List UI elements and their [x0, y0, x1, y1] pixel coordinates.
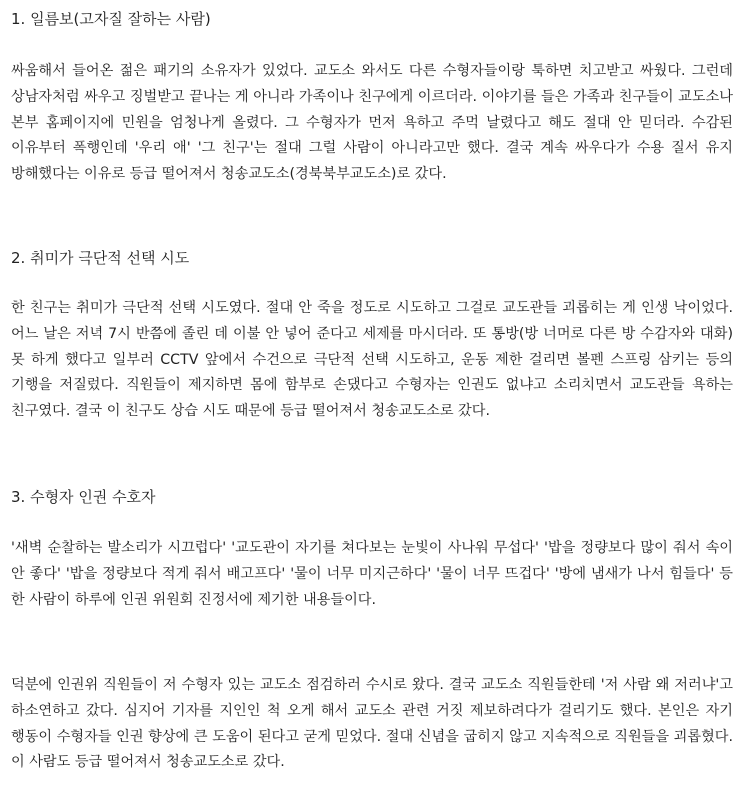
section-heading-1: 1. 일름보(고자질 잘하는 사람) — [11, 10, 211, 28]
section-3-paragraph-1: '새벽 순찰하는 발소리가 시끄럽다' '교도관이 자기를 쳐다보는 눈빛이 사나워 무섭다' '밥을 정량보다 많이 줘서 속이 안 좋다' '밥을 정량보다 적게 줘서 배고프다' '물이 너무 미지근하다' '물이 너무 뜨겁다' '방에 냄새가 나서 힘들다' 등 한 사람이 하루에 인권 위원회 진정서에 제기한 내용들이다. — [11, 540, 733, 608]
section-heading-3: 3. 수형자 인권 수호자 — [11, 488, 156, 506]
section-heading-2: 2. 취미가 극단적 선택 시도 — [11, 249, 190, 267]
section-3-paragraph-2: 덕분에 인권위 직원들이 저 수형자 있는 교도소 점검하러 수시로 왔다. 결국 교도소 직원들한테 '저 사람 왜 저러냐'고 하소연하고 갔다. 심지어 기자를 지인인 척 오게 해서 교도소 관련 거짓 제보하려다가 걸리기도 했다. 본인은 자기 행동이 수형자들 인권 향상에 큰 도움이 된다고 굳게 믿었다. 절대 신념을 굽히지 않고 지속적으로 직원들을 괴롭혔다. 이 사람도 등급 떨어져서 청송교도소로 갔다. — [11, 677, 733, 771]
section-1-paragraph-1: 싸움해서 들어온 젊은 패기의 소유자가 있었다. 교도소 와서도 다른 수형자들이랑 툭하면 치고받고 싸웠다. 그런데 상남자처럼 싸우고 징벌받고 끝나는 게 아니라 가족이나 친구에게 이르더라. 이야기를 들은 가족과 친구들이 교도소나 본부 홈페이지에 민원을 엄청나게 올렸다. 그 수형자가 먼저 욕하고 주먹 날렸다고 해도 절대 안 믿더라. 수감된 이유부터 폭행인데 '우리 애' '그 친구'는 절대 그럴 사람이 아니라고만 했다. 결국 계속 싸우다가 수용 질서 유지 방해했다는 이유로 등급 떨어져서 청송교도소(경북북부교도소)로 갔다. — [11, 63, 733, 183]
section-2-paragraph-1: 한 친구는 취미가 극단적 선택 시도였다. 절대 안 죽을 정도로 시도하고 그걸로 교도관들 괴롭히는 게 인생 낙이었다. 어느 날은 저녁 7시 반쯤에 졸린 데 이불 안 넣어 준다고 세제를 마시더라. 또 통방(방 너머로 다른 방 수감자와 대화) 못 하게 했다고 일부러 CCTV 앞에서 수건으로 극단적 선택 시도하고, 운동 제한 걸리면 볼펜 스프링 삼키는 등의 기행을 저질렀다. 직원들이 제지하면 몸에 함부로 손댔다고 수형자는 인권도 없냐고 소리치면서 교도관들 욕하는 친구였다. 결국 이 친구도 상습 시도 때문에 등급 떨어져서 청송교도소로 갔다. — [11, 300, 733, 420]
